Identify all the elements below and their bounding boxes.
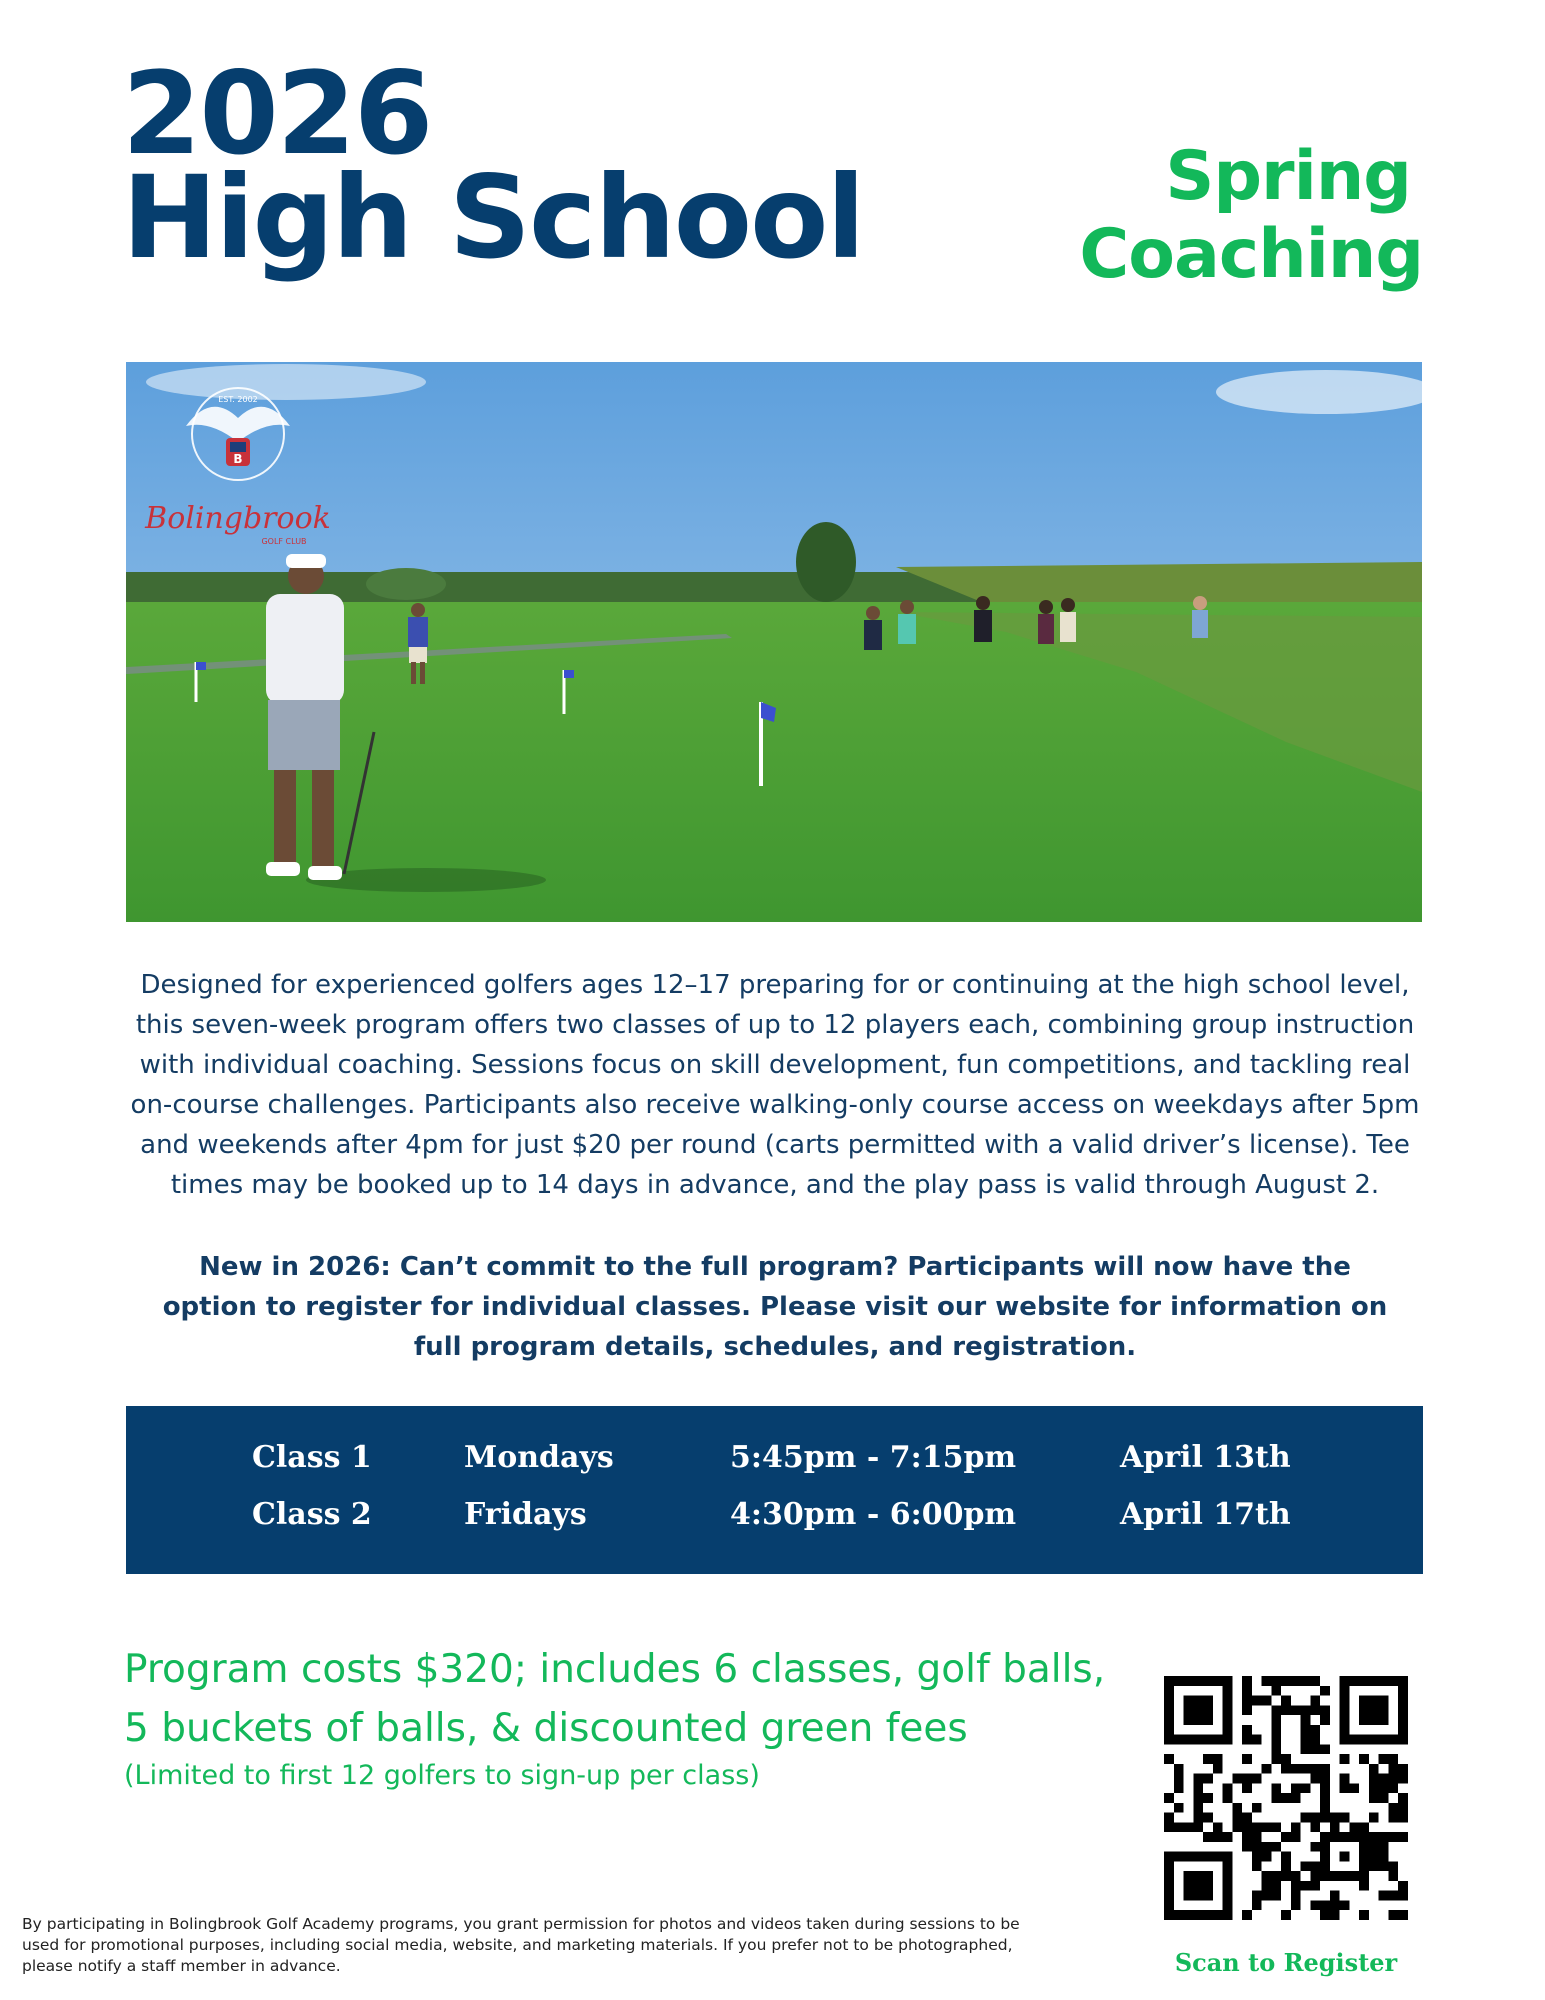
title-year: 2026: [122, 47, 432, 180]
title-program: High School: [122, 151, 864, 284]
schedule-row: [126, 1440, 1423, 1484]
subtitle-season: Spring: [1165, 137, 1411, 216]
golf-course-photo: [126, 362, 1422, 922]
page-title: [122, 47, 864, 284]
program-description: Designed for experienced golfers ages 12–17 preparing for or continuing at the high school level, this seven-week program offers two classes of up to 12 players each, combining group instruction with individual coaching. Sessions focus on skill development, fun competitions, and tackling real on-course challenges. Participants also receive walking-only course access on weekdays after 5pm and weekends after 4pm for just $20 per round (carts permitted with a valid driver’s license). Tee times may be booked up to 14 days in advance, and the play pass is valid through August 2.: [130, 970, 1420, 1200]
schedule-row: [126, 1497, 1423, 1541]
scan-to-register-label: Scan to Register: [1174, 1948, 1398, 1977]
registration-qr-code[interactable]: [1164, 1676, 1408, 1920]
program-price: Program costs $320; includes 6 classes, golf balls, 5 buckets of balls, & discounted green fees: [124, 1647, 1106, 1751]
class-schedule: [126, 1406, 1423, 1574]
logo-name: Bolingbrook: [145, 501, 331, 536]
class-name: Class 2: [252, 1497, 372, 1532]
logo-est: EST. 2002: [218, 395, 258, 404]
svg-text:B: B: [233, 452, 243, 466]
class-time: 5:45pm - 7:15pm: [730, 1440, 1017, 1475]
photo-release-disclaimer: By participating in Bolingbrook Golf Academy programs, you grant permission for photos and videos taken during sessions to be used for promotional purposes, including social media, website, and marketing materials. If you prefer not to be photographed, please notify a staff member in advance.: [22, 1915, 1020, 1975]
subtitle-type: Coaching: [1079, 215, 1423, 294]
class-time: 4:30pm - 6:00pm: [730, 1497, 1017, 1532]
class-name: Class 1: [252, 1440, 372, 1475]
new-in-2026-note: New in 2026: Can’t commit to the full program? Participants will now have the option to register for individual classes. Please visit our website for information on full program details, schedules, and registration.: [162, 1252, 1388, 1362]
class-day: Fridays: [464, 1497, 587, 1532]
class-start-date: April 17th: [1120, 1497, 1291, 1532]
page-subtitle: [1079, 138, 1423, 294]
class-day: Mondays: [464, 1440, 614, 1475]
enrollment-limit: (Limited to first 12 golfers to sign-up per class): [124, 1760, 760, 1791]
class-start-date: April 13th: [1120, 1440, 1291, 1475]
logo-subname: GOLF CLUB: [261, 537, 307, 546]
